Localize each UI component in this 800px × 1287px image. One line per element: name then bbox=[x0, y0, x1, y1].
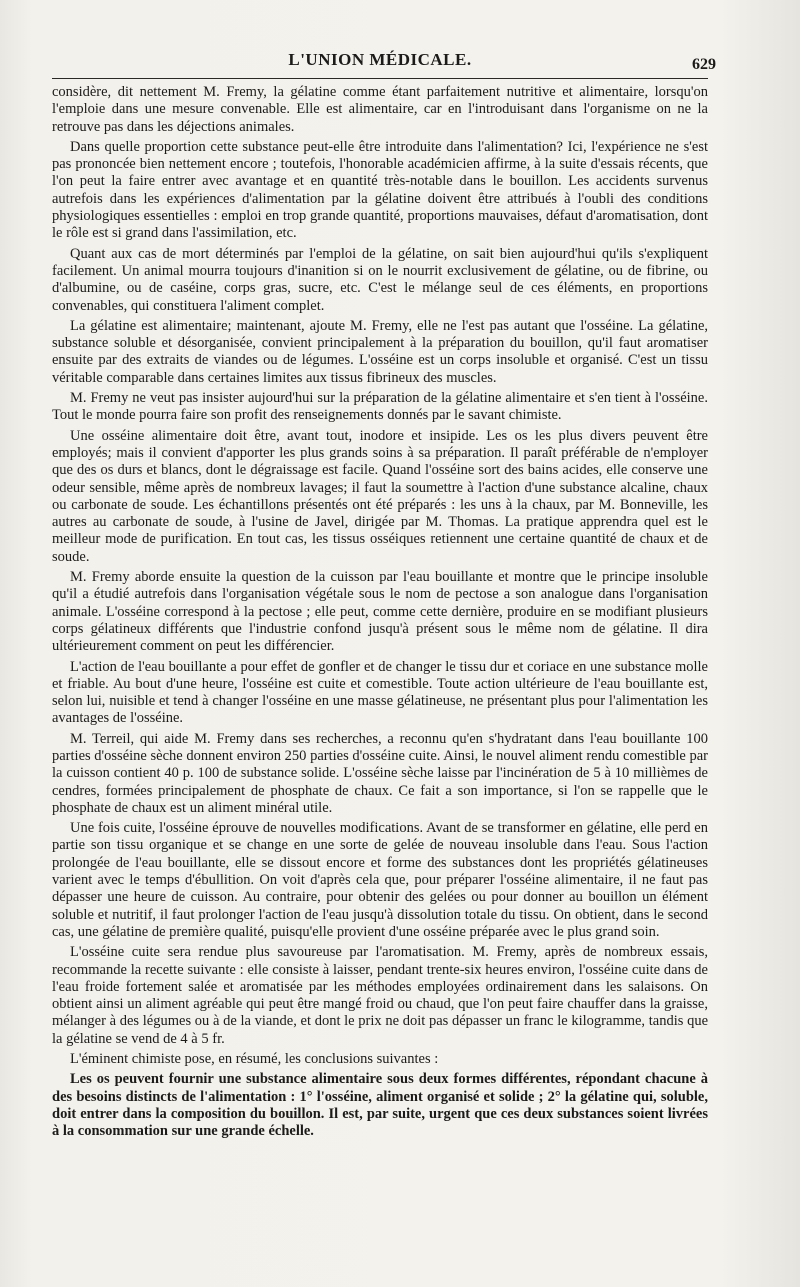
paragraph: M. Fremy ne veut pas insister aujourd'hui sur la préparation de la gélatine alimentaire et s'en tient à l'osséine. Tout le monde pourra faire son profit des renseignements donnés par le savant chimiste. bbox=[52, 390, 708, 424]
paragraph: M. Fremy aborde ensuite la question de la cuisson par l'eau bouillante et montre que le principe insoluble qu'il a étudié autrefois dans l'organisation végétale sous le nom de pectose a son analogue dans l'organisation animale. L'osséine correspond à la pectose ; elle peut, comme cette dernière, produire en se modifiant plusieurs corps gélatineux différents que l'industrie confond jusqu'à présent sous le même nom de gélatine. Il dira ultérieurement comment on peut les différencier. bbox=[52, 569, 708, 655]
paragraph: Quant aux cas de mort déterminés par l'emploi de la gélatine, on sait bien aujourd'hui qu'ils s'expliquent facilement. Un animal mourra toujours d'inanition si on le nourrit exclusivement de gélatine, ou de fibrine, ou d'albumine, ou de caséine, corps gras, sucre, etc. C'est le mélange seul de ces éléments, en proportions convenables, qui constituera l'aliment complet. bbox=[52, 245, 708, 314]
running-title: L'UNION MÉDICALE. bbox=[288, 50, 472, 69]
paragraph: Une osséine alimentaire doit être, avant tout, inodore et insipide. Les os les plus divers peuvent être employés; mais il convient d'apporter les plus grands soins à sa préparation. Il paraît préférable de n'employer que des os durs et blancs, dont le dégraissage est facile. Quand l'osséine sort des bains acides, elle conserve une odeur sensible, même après de nombreux lavages; il faut la soumettre à l'action d'une substance alcaline, chaux ou carbonate de soude. Les échantillons présentés ont été préparés : les uns à la chaux, par M. Bonneville, les autres au carbonate de soude, à l'usine de Javel, dirigée par M. Thomas. La pratique apprendra quel est le meilleur mode de purification. En tout cas, les tissus osséiques retiennent une certaine quantité de chaux et de soude. bbox=[52, 427, 708, 565]
paragraph: Les os peuvent fournir une substance alimentaire sous deux formes différentes, répondant chacune à des besoins distincts de l'alimentation : 1° l'osséine, aliment organisé et solide ; 2° la gélatine qui, soluble, doit entrer dans la composition du bouillon. Il est, par suite, urgent que ces deux substances soient livrées à la consommation sur une grande échelle. bbox=[52, 1071, 708, 1140]
paragraph: L'action de l'eau bouillante a pour effet de gonfler et de changer le tissu dur et coriace en une substance molle et friable. Au bout d'une heure, l'osséine est cuite et comestible. Toute action ultérieure de l'eau bouillante est, selon lui, nuisible et tend à changer l'osséine en une masse gélatineuse, ne présentant plus pour l'alimentation les avantages de l'osséine. bbox=[52, 658, 708, 727]
paragraph: Dans quelle proportion cette substance peut-elle être introduite dans l'alimentation? Ici, l'expérience ne s'est pas prononcée bien nettement encore ; toutefois, l'honorable académicien affirme, à la suite d'essais récents, que l'on peut la faire entrer avec avantage et en quantité très-notable dans le bouillon. Les accidents survenus autrefois dans les expériences d'alimentation par la gélatine doivent être attribués à l'oubli des conditions physiologiques essentielles : emploi en trop grande quantité, proportions mauvaises, défaut d'aromatisation, dont le rôle est si grand dans l'assimilation, etc. bbox=[52, 138, 708, 242]
header-rule bbox=[52, 78, 708, 79]
paragraph: La gélatine est alimentaire; maintenant, ajoute M. Fremy, elle ne l'est pas autant que l'osséine. La gélatine, substance soluble et désorganisée, convient principalement à la préparation du bouillon, qu'il faut aromatiser ensuite par des extraits de viandes ou de légumes. L'osséine est un corps insoluble et organisé. C'est un tissu véritable comparable dans certaines limites aux tissus fibrineux des muscles. bbox=[52, 317, 708, 386]
paragraph: L'osséine cuite sera rendue plus savoureuse par l'aromatisation. M. Fremy, après de nombreux essais, recommande la recette suivante : elle consiste à laisser, pendant trente-six heures environ, l'osséine cuite dans de l'eau froide fortement salée et aromatisée par les méthodes employées ordinairement dans les salaisons. On obtient ainsi un aliment agréable qui peut être mangé froid ou chaud, que l'on peut faire chauffer dans la graisse, mélanger à des légumes ou à de la viande, et dont le prix ne doit pas dépasser un franc le kilogramme, tandis que la gélatine se vend de 4 à 5 fr. bbox=[52, 944, 708, 1047]
article-body bbox=[52, 84, 708, 1144]
page-header bbox=[52, 50, 716, 80]
paragraph: Une fois cuite, l'osséine éprouve de nouvelles modifications. Avant de se transformer en gélatine, elle perd en partie son tissu organique et se change en une sorte de gelée de nouveau insoluble dans l'eau. Sous l'action prolongée de l'eau bouillante, elle se dissout encore et forme des substances dont les propriétés gélatineuses varient avec le temps d'ébullition. On voit d'après cela que, pour préparer l'osséine alimentaire, il ne faut pas dépasser une heure de cuisson. Au contraire, pour obtenir des gelées ou pour donner au bouillon un élément soluble et nutritif, il faut prolonger l'action de l'eau jusqu'à dissolution totale du tissu. On obtient, dans le second cas, une gélatine de première qualité, puisqu'elle provient d'une osséine préparée avec le plus grand soin. bbox=[52, 820, 708, 940]
paragraph: L'éminent chimiste pose, en résumé, les conclusions suivantes : bbox=[70, 1051, 439, 1068]
paragraph: M. Terreil, qui aide M. Fremy dans ses recherches, a reconnu qu'en s'hydratant dans l'eau bouillante 100 parties d'osséine sèche donnent environ 250 parties d'osséine cuite. Ainsi, le nouvel aliment rendu comestible par la cuisson contient 40 p. 100 de substance solide. L'osséine sèche laisse par l'incinération de 5 à 10 millièmes de cendres, formées principalement de phosphate de chaux. Ce fait a son importance, si l'on se rappelle que le phosphate de chaux est un aliment minéral utile. bbox=[52, 730, 708, 816]
paragraph: considère, dit nettement M. Fremy, la gélatine comme étant parfaitement nutritive et alimentaire, lorsqu'on l'emploie dans une mesure convenable. Elle est alimentaire, car en l'introduisant dans l'organisme on ne la retrouve pas dans les déjections animales. bbox=[52, 84, 708, 135]
page-number: 629 bbox=[692, 56, 716, 73]
